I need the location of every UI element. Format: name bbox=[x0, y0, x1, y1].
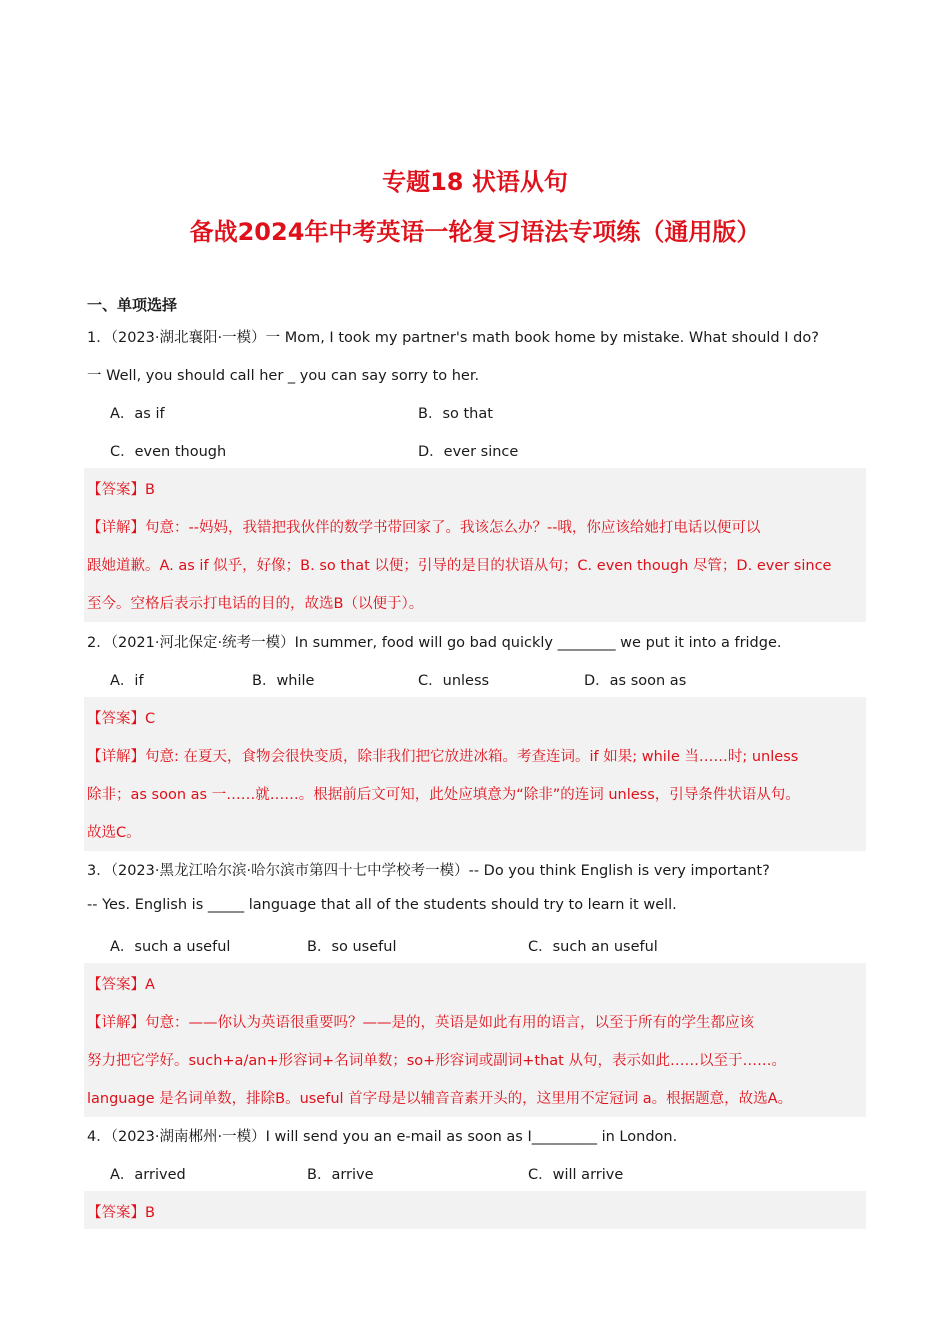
question-1-option-c: C．even though bbox=[110, 444, 227, 460]
question-1-stem: 1．（2023·湖北襄阳·一模）一 Mom, I took my partner's math book home by mistake. What should I do? bbox=[87, 330, 819, 346]
question-2-explain-line2: 除非；as soon as 一……就……。根据前后文可知，此处应填意为“除非”的连词 unless，引导条件状语从句。 bbox=[87, 787, 800, 803]
section-heading: 一、单项选择 bbox=[87, 296, 178, 314]
question-3-stem: 3．（2023·黑龙江哈尔滨·哈尔滨市第四十七中学校考一模）-- Do you think English is very important? bbox=[87, 863, 770, 879]
question-1-explain-line1: 【详解】句意：--妈妈，我错把我伙伴的数学书带回家了。我该怎么办？--哦，你应该给她打电话以便可以 bbox=[87, 520, 761, 536]
question-2-stem: 2．（2021·河北保定·统考一模）In summer, food will go bad quickly ________ we put it into a fridge. bbox=[87, 635, 782, 651]
question-4-option-b: B．arrive bbox=[307, 1167, 374, 1183]
question-1-explain-line3: 至今。空格后表示打电话的目的，故选B（以便于）。 bbox=[87, 596, 424, 612]
question-3-answer: 【答案】A bbox=[87, 977, 155, 993]
question-3-explain-line2: 努力把它学好。such+a/an+形容词+名词单数；so+形容词或副词+that 从句，表示如此……以至于……。 bbox=[87, 1053, 786, 1069]
question-4-option-c: C．will arrive bbox=[528, 1167, 624, 1183]
page-subtitle: 备战2024年中考英语一轮复习语法专项练（通用版） bbox=[189, 218, 761, 246]
question-1-stem-line2: 一 Well, you should call her _ you can say sorry to her. bbox=[87, 368, 480, 384]
question-2-explain-line1: 【详解】句意: 在夏天，食物会很快变质，除非我们把它放进冰箱。考查连词。if 如果; while 当……时; unless bbox=[87, 749, 799, 765]
question-4-answer-box bbox=[84, 1191, 866, 1229]
page-title: 专题18 状语从句 bbox=[382, 168, 568, 196]
question-3-explain-line3: language 是名词单数，排除B。useful 首字母是以辅音音素开头的，这里用不定冠词 a。根据题意，故选A。 bbox=[87, 1091, 793, 1107]
question-2-option-c: C．unless bbox=[418, 673, 490, 689]
question-4-option-a: A．arrived bbox=[110, 1167, 186, 1183]
question-1-option-a: A．as if bbox=[110, 406, 165, 422]
question-2-option-d: D．as soon as bbox=[584, 673, 687, 689]
question-3-option-c: C．such an useful bbox=[528, 939, 658, 955]
question-3-stem-line2: -- Yes. English is _____ language that all of the students should try to learn it well. bbox=[87, 897, 677, 913]
question-3-option-a: A．such a useful bbox=[110, 939, 231, 955]
question-2-explain-line3: 故选C。 bbox=[87, 825, 141, 841]
question-3-option-b: B．so useful bbox=[307, 939, 397, 955]
question-4-answer: 【答案】B bbox=[87, 1205, 155, 1221]
question-1-option-b: B．so that bbox=[418, 406, 493, 422]
question-1-option-d: D．ever since bbox=[418, 444, 519, 460]
question-2-answer-box bbox=[84, 697, 866, 851]
question-1-explain-line2: 跟她道歉。A. as if 似乎，好像；B. so that 以便；引导的是目的状语从句；C. even though 尽管；D. ever since bbox=[87, 558, 832, 574]
question-4-stem: 4．（2023·湖南郴州·一模）I will send you an e-mail as soon as I_________ in London. bbox=[87, 1129, 678, 1145]
question-1-answer: 【答案】B bbox=[87, 482, 155, 498]
question-2-option-a: A．if bbox=[110, 673, 144, 689]
question-3-explain-line1: 【详解】句意：——你认为英语很重要吗？——是的，英语是如此有用的语言，以至于所有的学生都应该 bbox=[87, 1015, 754, 1031]
question-2-answer: 【答案】C bbox=[87, 711, 156, 727]
question-2-option-b: B．while bbox=[252, 673, 315, 689]
